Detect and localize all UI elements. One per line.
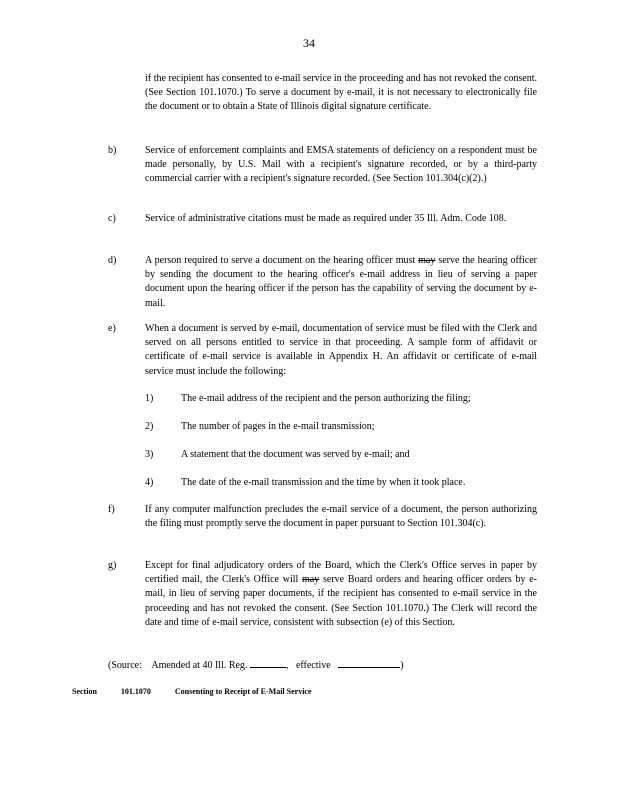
- subitem-label: 1): [145, 393, 154, 404]
- subsection-a-continuation: if the recipient has consented to e-mail service in the proceeding and has not revoked the consent. (See Section 101.1070.) To serve a document by e-mail, it is not necessary to electronically file the document or to obtain a State of Illinois digital signature certificate.: [145, 73, 537, 113]
- subsection-text: Service of administrative citations must be made as required under 35 Ill. Adm. Code 108.: [145, 213, 507, 224]
- subsection-text: Service of enforcement complaints and EMSA statements of deficiency on a respondent must be made personally, by U.S. Mail with a recipient's signature recorded, or by a third-party commercial carrier with a recipient's signature recorded. (See Section 101.304(c)(2).): [145, 145, 537, 185]
- subsection-label: d): [108, 255, 117, 266]
- subitem-text: The e-mail address of the recipient and the person authorizing the filing;: [181, 393, 471, 404]
- subitem-text: The date of the e-mail transmission and the time by when it took place.: [181, 477, 466, 488]
- struck-text: may: [418, 255, 436, 266]
- subsection-text: When a document is served by e-mail, documentation of service must be filed with the Clerk and served on all persons entitled to service in that proceeding. A sample form of affidavit or certificate of e-mail service is available in Appendix H. An affidavit or certificate of e-mail service must include the following:: [145, 323, 537, 377]
- struck-text: may: [302, 574, 320, 586]
- register-blank: [250, 657, 286, 668]
- section-title: Consenting to Receipt of E-Mail Service: [174, 687, 312, 696]
- subsection-text: A person required to serve a document on the hearing officer must may serve the hearing officer by sending the document to the hearing officer's e-mail address in lieu of serving a paper document upon the hearing officer if the person has the capability of serving the document by e-mail.: [145, 255, 537, 309]
- subsection-text: Except for final adjudicatory orders of the Board, which the Clerk's Office serves in paper by certified mail, the Clerk's Office will may serve Board orders and hearing officer orders by e-mail, in lieu of serving paper documents, if the recipient has consented to e-mail service in the proceeding and has not revoked the consent. (See Section 101.1070.) The Clerk will record the date and time of e-mail service, consistent with subsection (e) of this Section.: [145, 560, 537, 628]
- subitem-text: The number of pages in the e-mail transmission;: [181, 421, 375, 432]
- subitem-text: A statement that the document was served by e-mail; and: [181, 449, 410, 460]
- subitem-label: 3): [145, 449, 154, 460]
- source-note: (Source: Amended at 40 Ill. Reg. , effective ): [108, 657, 404, 671]
- subsection-text: If any computer malfunction precludes the e-mail service of a document, the person authorizing the filing must promptly serve the document in paper pursuant to Section 101.304(c).: [145, 504, 537, 530]
- subsection-label: c): [108, 213, 116, 224]
- subitem-label: 4): [145, 477, 154, 488]
- page-number: 34: [303, 36, 315, 50]
- subsection-label: f): [108, 504, 115, 515]
- subsection-label: g): [108, 560, 117, 571]
- subsection-label: b): [108, 145, 117, 156]
- section-number: 101.1070: [120, 687, 151, 696]
- subitem-label: 2): [145, 421, 154, 432]
- effective-date-blank: [338, 657, 400, 668]
- subsection-label: e): [108, 323, 116, 334]
- next-section-heading: Section 101.1070 Consenting to Receipt of E-Mail Service: [72, 687, 312, 696]
